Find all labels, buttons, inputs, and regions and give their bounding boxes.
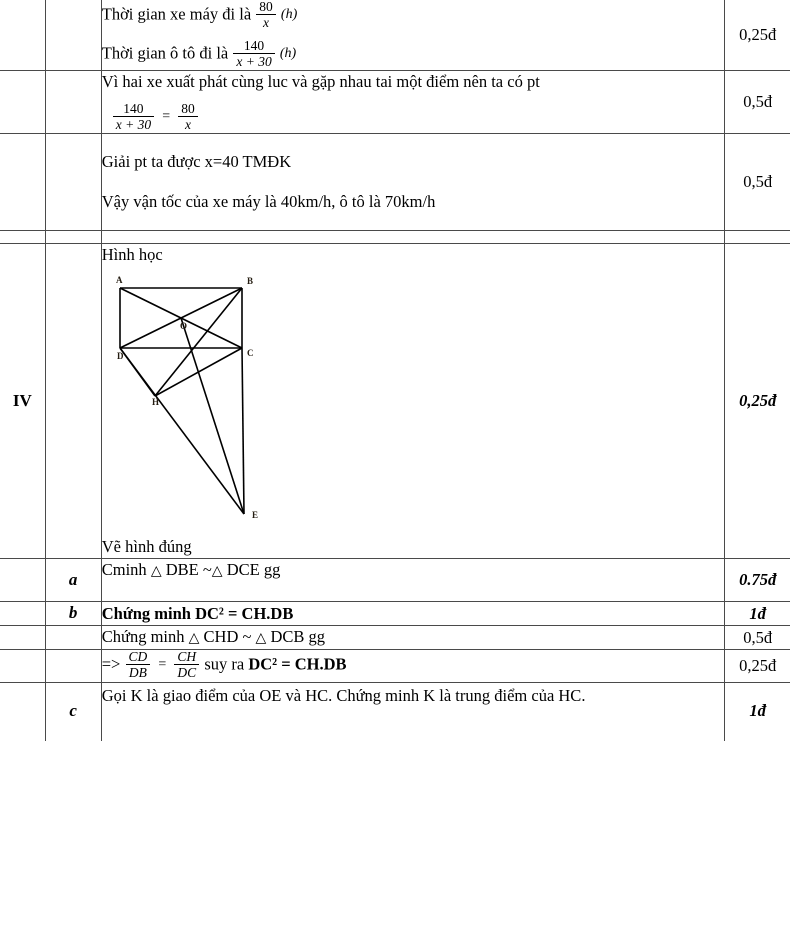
content-cell-proof-step-2 [101,650,725,682]
score-cell: 1đ [725,602,790,626]
part-letter-cell [45,133,101,230]
fraction-denominator: x + 30 [115,116,152,132]
separator-cell [725,230,790,243]
equation-reason-text: Vì hai xe xuất phát cùng luc và gặp nhau tai một điểm nên ta có pt [101,72,540,92]
table-row [0,650,790,682]
fraction-denominator: x [185,116,192,132]
content-cell-proof-step-1 [101,626,725,650]
car-time-text: Thời gian ô tô đi là [101,43,229,63]
equation-line [102,102,725,133]
question-number-cell [0,0,45,71]
part-a-text-1: Cminh [101,560,147,580]
separator-cell [0,230,45,243]
fraction-numerator: CH [174,649,199,665]
triangle-icon: △ [150,564,162,580]
motorbike-time-fraction [256,0,276,30]
equals-sign: = [158,657,167,673]
question-number-cell [0,559,45,602]
content-cell-equation-setup [101,71,725,133]
proof-text-3: DCB gg [270,627,326,647]
score-cell: 0.75đ [725,559,790,602]
score-cell: 0,25đ [725,0,790,71]
geometry-diagram [102,272,352,532]
implies-symbol: => [101,654,121,674]
score-cell: 1đ [725,682,790,741]
figure-caption: Vẽ hình đúng [101,537,192,557]
part-letter-cell [45,71,101,133]
part-letter-cell [45,0,101,71]
content-cell-part-c: Gọi K là giao điểm của OE và HC. Chứng minh K là trung điểm của HC. [101,682,725,741]
part-a-text-3: DCE gg [226,560,281,580]
equation-rhs-fraction [178,101,198,132]
segment-CE [242,348,244,514]
part-letter-cell-c: c [45,682,101,741]
figure-label-C: C [246,348,254,359]
figure-label-H: H [151,397,159,408]
fraction-denominator: x + 30 [236,54,272,70]
equals-sign: = [162,108,171,124]
equation-lhs-fraction [113,101,154,132]
score-cell: 0,5đ [725,626,790,650]
part-letter-cell [45,626,101,650]
question-number-cell [0,650,45,682]
proof-text-1: Chứng minh [101,627,185,647]
figure-title: Hình học [101,244,163,264]
solution-line-1: Giải pt ta được x=40 TMĐK [101,151,292,171]
solution-line-2: Vậy vận tốc của xe máy là 40km/h, ô tô là 70km/h [101,191,436,211]
fraction-numerator: 140 [233,38,274,54]
segment-DE [120,348,244,514]
question-number-cell [0,133,45,230]
separator-cell [101,230,725,243]
table-row [0,243,790,559]
part-letter-cell-b: b [45,602,101,626]
car-time-unit: (h) [279,46,297,62]
triangle-icon: △ [188,631,200,647]
score-cell: 0,5đ [725,71,790,133]
question-number-cell [0,682,45,741]
content-cell-part-b: Chứng minh DC² = CH.DB [101,602,725,626]
figure-label-B: B [246,276,253,287]
motorbike-time-text: Thời gian xe máy đi là [101,4,252,24]
ratio-rhs-fraction [174,649,199,680]
table-row [0,71,790,133]
part-letter-cell [45,243,101,559]
score-cell: 0,25đ [725,243,790,559]
fraction-numerator: 80 [256,0,276,15]
content-cell-time-expressions [101,0,725,71]
car-time-line [102,39,725,70]
content-cell-solution [101,133,725,230]
motorbike-time-line [102,0,725,31]
ratio-lhs-fraction [126,649,151,680]
table-row [0,602,790,626]
figure-label-D: D [116,351,124,362]
proof-conclusion-formula: DC² = CH.DB [248,654,347,674]
motorbike-time-unit: (h) [280,7,298,23]
part-letter-cell-a: a [45,559,101,602]
proof-conclusion-text: suy ra [204,654,245,674]
table-row [0,0,790,71]
question-number-cell-iv: IV [0,243,45,559]
triangle-icon: △ [211,564,223,580]
question-number-cell [0,602,45,626]
question-number-cell [0,71,45,133]
question-number-cell [0,626,45,650]
content-cell-geometry [101,243,725,559]
figure-label-E: E [251,510,258,521]
table-row [0,133,790,230]
score-cell: 0,25đ [725,650,790,682]
part-a-text-2: DBE ~ [165,560,212,580]
fraction-numerator: 80 [178,101,198,117]
part-letter-cell [45,650,101,682]
table-row [0,626,790,650]
triangle-icon: △ [255,631,267,647]
content-cell-part-a [101,559,725,602]
separator-cell [45,230,101,243]
section-separator-row [0,230,790,243]
table-row [0,559,790,602]
fraction-numerator: 140 [113,101,154,117]
fraction-denominator: DB [128,665,147,681]
fraction-denominator: DC [177,665,197,681]
table-row [0,682,790,741]
figure-label-O: O [179,321,187,332]
fraction-numerator: CD [126,649,151,665]
car-time-fraction [233,38,274,69]
proof-text-2: CHD ~ [203,627,252,647]
score-cell: 0,5đ [725,133,790,230]
spacer [102,175,725,191]
figure-label-A: A [115,275,123,286]
fraction-denominator: x [263,15,270,31]
